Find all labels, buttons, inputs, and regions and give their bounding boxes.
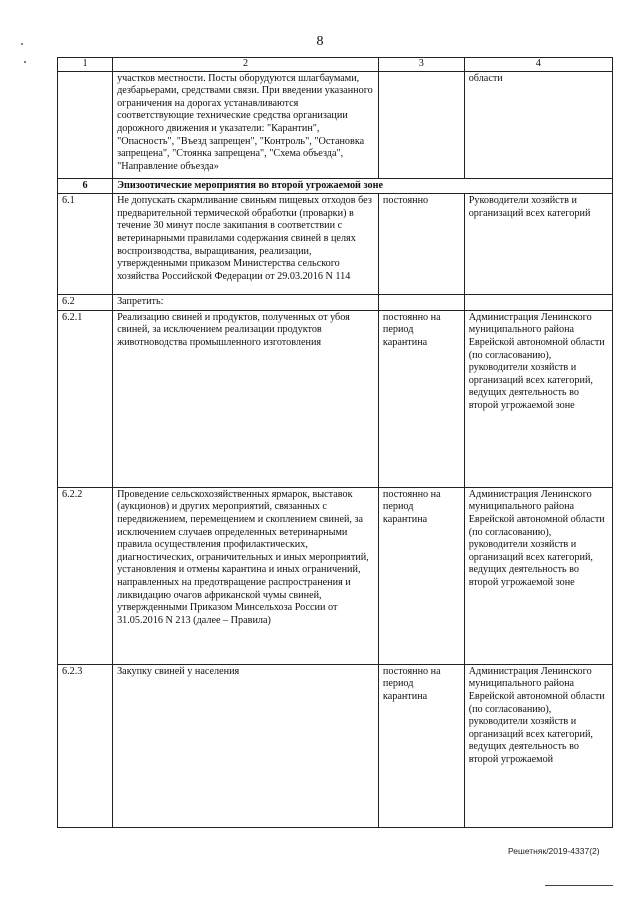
row-measure: участков местности. Посты оборудуются шлагбаумами, дезбарьерами, средствами связи. При введении указанного ограничения на дорогах устанавливаются соответствующие технические средства организации дорожного движения и указатели: "Карантин", "Опасность", "Въезд запрещен", "Контроль", "Остановка запрещена", "Стоянка запрещена", "Схема объезда", "Направление объезда» bbox=[113, 71, 379, 178]
page-number: 8 bbox=[316, 34, 324, 49]
column-header: 1 bbox=[58, 58, 113, 72]
table-header-row bbox=[58, 58, 613, 72]
row-number: 6.1 bbox=[58, 194, 113, 295]
row-responsible: Администрация Ленинского муниципального района Еврейской автономной области (по согласованию), руководители хозяйств и организаций всех категорий, ведущих деятельность во второй угрожаемой зоне bbox=[464, 310, 612, 487]
table-row bbox=[58, 664, 613, 827]
table-row bbox=[58, 194, 613, 295]
document-code: Решетняк/2019-4337(2) bbox=[508, 846, 600, 856]
row-term bbox=[378, 71, 464, 178]
scan-speck bbox=[24, 61, 26, 63]
column-header: 2 bbox=[113, 58, 379, 72]
row-responsible: Руководители хозяйств и организаций всех категорий bbox=[464, 194, 612, 295]
row-term: постоянно bbox=[378, 194, 464, 295]
column-header: 4 bbox=[464, 58, 612, 72]
row-term: постоянно на период карантина bbox=[378, 487, 464, 664]
row-measure: Не допускать скармливание свиньям пищевых отходов без предварительной термической обработки (проварки) в течение 30 минут после закипания в соответствии с ветеринарными правилами содержания свиней в целях воспроизводства, выращивания, реализации, утвержденными приказом Министерства сельского хозяйства Российской Федерации от 29.03.2016 N 114 bbox=[113, 194, 379, 295]
row-term bbox=[378, 295, 464, 311]
row-measure: Реализацию свиней и продуктов, полученных от убоя свиней, за исключением реализации продуктов животноводства промышленного изготовления bbox=[113, 310, 379, 487]
section-row bbox=[58, 178, 613, 194]
section-title: Эпизоотические мероприятия во второй угрожаемой зоне bbox=[113, 178, 613, 194]
table-row bbox=[58, 487, 613, 664]
row-measure: Запретить: bbox=[113, 295, 379, 311]
row-responsible: Администрация Ленинского муниципального района Еврейской автономной области (по согласованию), руководители хозяйств и организаций всех категорий, ведущих деятельность во второй угрожаемой bbox=[464, 664, 612, 827]
row-responsible bbox=[464, 295, 612, 311]
footer-rule bbox=[545, 885, 613, 886]
row-responsible: Администрация Ленинского муниципального района Еврейской автономной области (по согласованию), руководители хозяйств и организаций всех категорий, ведущих деятельность во второй угрожаемой зоне bbox=[464, 487, 612, 664]
row-measure: Закупку свиней у населения bbox=[113, 664, 379, 827]
row-number: 6.2.2 bbox=[58, 487, 113, 664]
table-row bbox=[58, 310, 613, 487]
row-number: 6.2.1 bbox=[58, 310, 113, 487]
row-number bbox=[58, 71, 113, 178]
section-number: 6 bbox=[58, 178, 113, 194]
measures-table bbox=[57, 57, 613, 828]
row-responsible: области bbox=[464, 71, 612, 178]
row-measure: Проведение сельскохозяйственных ярмарок, выставок (аукционов) и других мероприятий, связанных с передвижением, перемещением и скоплением свиней, за исключением случаев определенных ветеринарными правила осуществления профилактических, диагностических, ограничительных и иных мероприятий, установления и отмены карантина и иных ограничений, направленных на предотвращение распространения и ликвидацию очагов африканской чумы свиней, утвержденными Приказом Минсельхоза России от 31.05.2016 N 213 (далее – Правила) bbox=[113, 487, 379, 664]
column-header: 3 bbox=[378, 58, 464, 72]
table-row bbox=[58, 295, 613, 311]
row-term: постоянно на период карантина bbox=[378, 310, 464, 487]
table-row bbox=[58, 71, 613, 178]
row-number: 6.2 bbox=[58, 295, 113, 311]
row-number: 6.2.3 bbox=[58, 664, 113, 827]
row-term: постоянно на период карантина bbox=[378, 664, 464, 827]
